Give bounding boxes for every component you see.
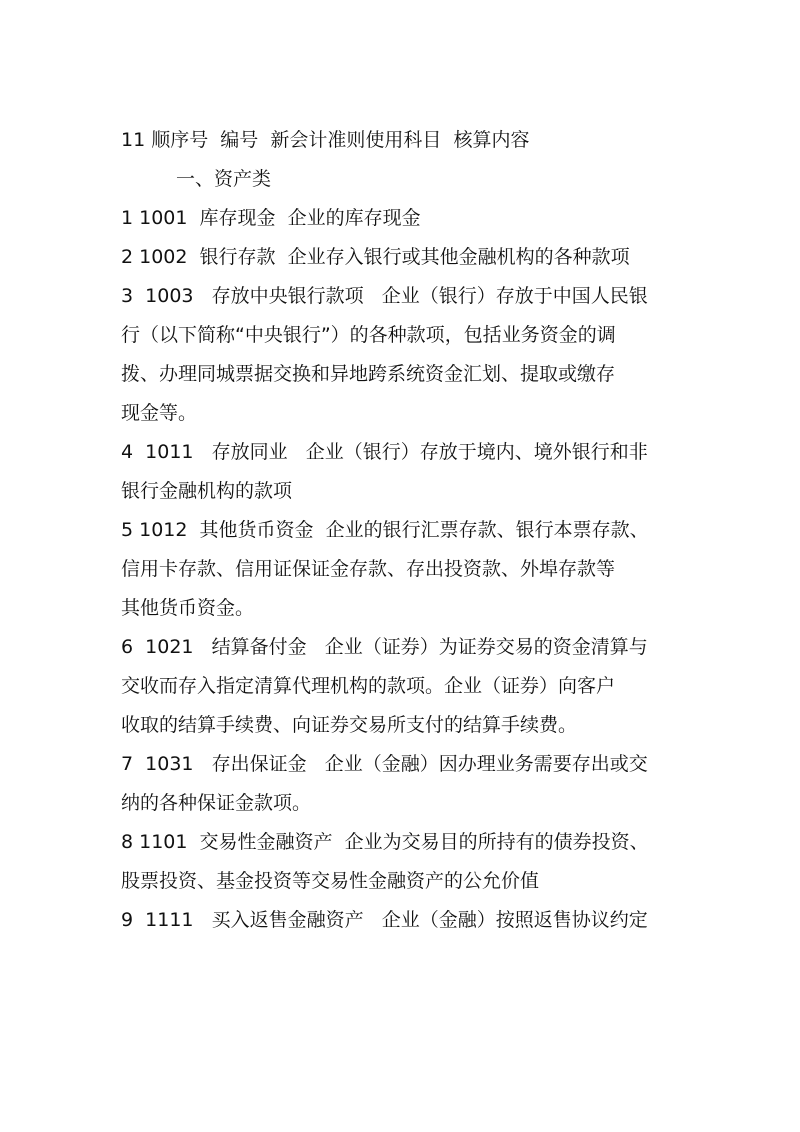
entry-line: 现金等。 [121,402,198,424]
entry-line: 信用卡存款、信用证保证金存款、存出投资款、外埠存款等 [121,558,616,580]
entry-line: 收取的结算手续费、向证券交易所支付的结算手续费。 [121,714,578,736]
entry-line: 6 1021 结算备付金 企业（证券）为证券交易的资金清算与 [121,636,648,658]
entry-line: 3 1003 存放中央银行款项 企业（银行）存放于中国人民银 [121,285,648,307]
entry-line: 交收而存入指定清算代理机构的款项。企业（证券）向客户 [121,675,616,697]
entry-line: 4 1011 存放同业 企业（银行）存放于境内、境外银行和非 [121,441,648,463]
entry-line: 2 1002 银行存款 企业存入银行或其他金融机构的各种款项 [121,246,630,268]
entry-line: 股票投资、基金投资等交易性金融资产的公允价值 [121,870,540,892]
section-heading: 一、资产类 [176,168,272,190]
entry-line: 银行金融机构的款项 [121,480,293,502]
table-header-line: 11 顺序号 编号 新会计准则使用科目 核算内容 [121,129,530,151]
entry-line: 拨、办理同城票据交换和异地跨系统资金汇划、提取或缴存 [121,363,616,385]
entry-line: 行（以下简称“中央银行”）的各种款项，包括业务资金的调 [121,324,616,346]
entry-line: 9 1111 买入返售金融资产 企业（金融）按照返售协议约定 [121,909,648,931]
document-body [121,121,686,940]
entry-line: 其他货币资金。 [121,597,255,619]
entry-line: 8 1101 交易性金融资产 企业为交易目的所持有的债券投资、 [121,831,649,853]
entry-line: 纳的各种保证金款项。 [121,792,312,814]
entry-line: 7 1031 存出保证金 企业（金融）因办理业务需要存出或交 [121,753,648,775]
entry-line: 1 1001 库存现金 企业的库存现金 [121,207,421,229]
entry-line: 5 1012 其他货币资金 企业的银行汇票存款、银行本票存款、 [121,519,649,541]
